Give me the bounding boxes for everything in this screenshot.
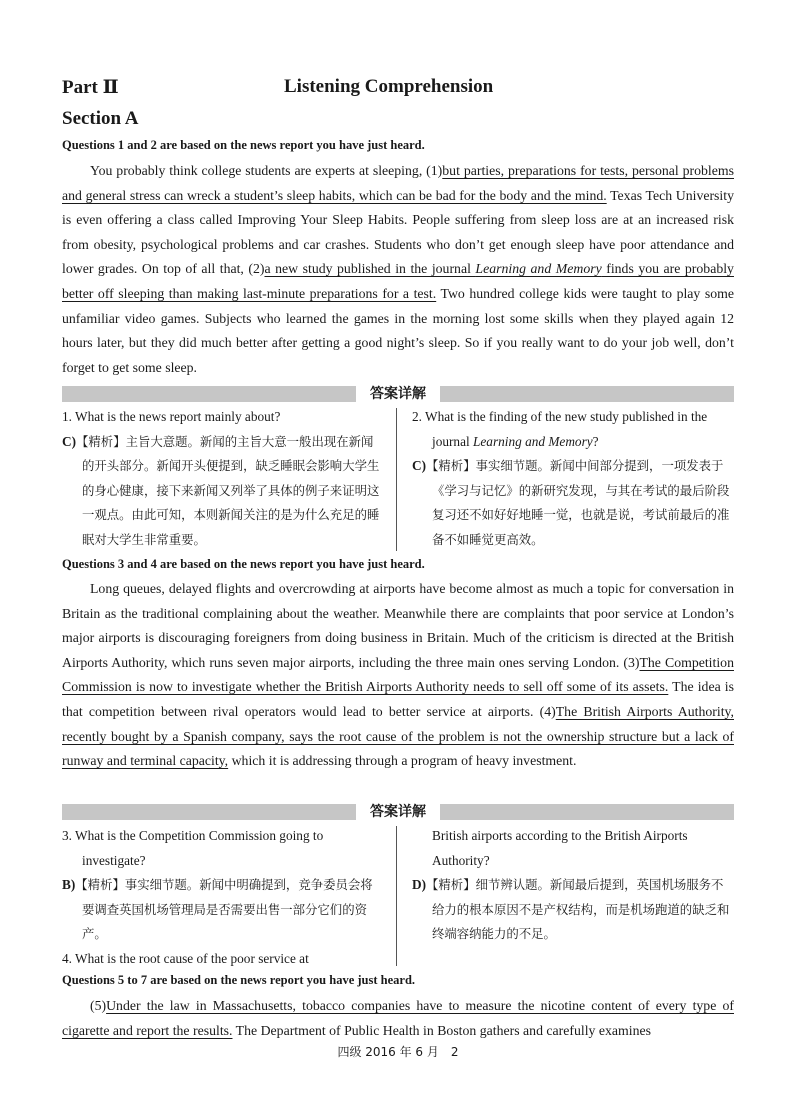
text: Texas Tech University is even offering a class called Improving Your Sleep Habits. People suffering from sleep loss are at an increased risk from obesity, psychological problems and car crashes. Students who don’t get enough sleep have poor attendance and lower grades. On top of all that, (2) [62,187,734,277]
text: a new study published in the journal [264,261,476,277]
text: 2. What is the finding of the new study published in the journal [412,409,708,449]
column-divider [396,826,397,966]
part-title: Listening Comprehension [284,76,494,97]
text: The Department of Public Health in Boston gathers and carefully examines [232,1022,651,1038]
question-2 [412,405,734,454]
answer-1 [62,430,384,553]
answer-explanation-label: 答案详解 [356,383,440,405]
page-footer: 四级 2016 年 6 月 2 [337,1045,459,1059]
underlined-answer-4: The British Airports Authority, recently bought by a Spanish company, says the root cause of the problem is not the ownership structure but a lack of runway and terminal capacity, [62,703,734,769]
answer-column-right [412,405,734,553]
answer-letter: B) [62,877,76,893]
news-report-3 [62,994,734,1043]
part-header [62,76,734,102]
analysis-text: 【精析】细节辨认题。新闻最后提到，英国机场服务不给力的根本原因不是产权结构，而是机场跑道的缺乏和终端容纳能力的不足。 [426,877,730,942]
text: The idea is that competition between rival operators would lead to better service at airports. (4) [62,679,734,719]
answer-explanation-bar [62,386,734,402]
answer-letter: C) [62,433,77,449]
text: You probably think college students are experts at sleeping, (1) [90,163,443,178]
text: which it is addressing through a program of heavy investment. [228,753,577,769]
analysis-text: 【精析】事实细节题。新闻中明确提到，竞争委员会将要调查英国机场管理局是否需要出售一部分它们的资产。 [75,877,373,942]
news-report-1 [62,159,734,380]
part-label: Part Ⅱ [62,77,119,98]
answer-letter: C) [412,458,427,474]
questions-3-4-heading: Questions 3 and 4 are based on the news report you have just heard. [62,557,425,571]
text: (5) [90,998,107,1013]
answer-column-left [62,405,384,553]
answer-4 [412,873,734,947]
column-divider [396,408,397,551]
question-4-continued: British airports according to the British Airports Authority? [432,828,688,868]
question-1: 1. What is the news report mainly about? [62,409,281,424]
answer-explanation-label: 答案详解 [356,801,440,823]
answer-column-right [412,824,734,947]
question-4: 4. What is the root cause of the poor service at [62,950,309,966]
answer-letter: D) [412,877,427,893]
analysis-text: 【精析】主旨大意题。新闻的主旨大意一般出现在新闻的开头部分。新闻开头便提到，缺乏睡眠会影响大学生的身心健康，接下来新闻又列举了具体的例子来证明这一观点。由此可知，本则新闻关注的是为什么充足的睡眠对大学生非常重要。 [76,433,380,547]
text: ? [592,433,599,449]
answer-explanation-bar [62,804,734,820]
answer-3 [62,873,384,947]
answer-2 [412,454,734,552]
journal-title: Learning and Memory [473,433,593,449]
text: Long queues, delayed flights and overcrowding at airports have become almost as much a topic for conversation in Britain as the traditional complaining about the weather. Meanwhile there are complaints that poor service at London’s major airports is discouraging foreigners from doing business in Britain. Much of the criticism is directed at the British Airports Authority, which runs seven major airports, including the three main ones serving London. (3) [62,581,734,670]
answer-column-left [62,824,384,972]
journal-title: Learning and Memory [475,261,602,277]
text: Two hundred college kids were taught to play some unfamiliar video games. Subjects who learned the games in the morning lost some skills when they played again 12 hours later, but they did much better after getting a good night’s sleep. So if you really want to do your job well, don’t forget to get some sleep. [62,285,734,375]
question-3: 3. What is the Competition Commission going to investigate? [62,828,324,868]
news-report-2 [62,577,734,774]
questions-1-2-heading: Questions 1 and 2 are based on the news report you have just heard. [62,138,425,152]
section-title: Section A [62,108,139,129]
text: finds you are probably better off sleeping than making last-minute preparations for a test. [62,261,734,301]
questions-5-7-heading: Questions 5 to 7 are based on the news report you have just heard. [62,973,416,987]
underlined-answer-1: but parties, preparations for tests, personal problems and general stress can wreck a student’s sleep habits, which can be bad for the body and the mind. [62,163,734,203]
analysis-text: 【精析】事实细节题。新闻中间部分提到，一项发表于《学习与记忆》的新研究发现，与其在考试的最后阶段复习还不如好好地睡一觉，也就是说，考试前最后的准备不如睡觉更高效。 [426,458,730,547]
underlined-answer-5: Under the law in Massachusetts, tobacco companies have to measure the nicotine content of every type of cigarette and report the results. [62,998,734,1038]
underlined-answer-3: The Competition Commission is now to investigate whether the British Airports Authority needs to sell off some of its assets. [62,654,734,695]
